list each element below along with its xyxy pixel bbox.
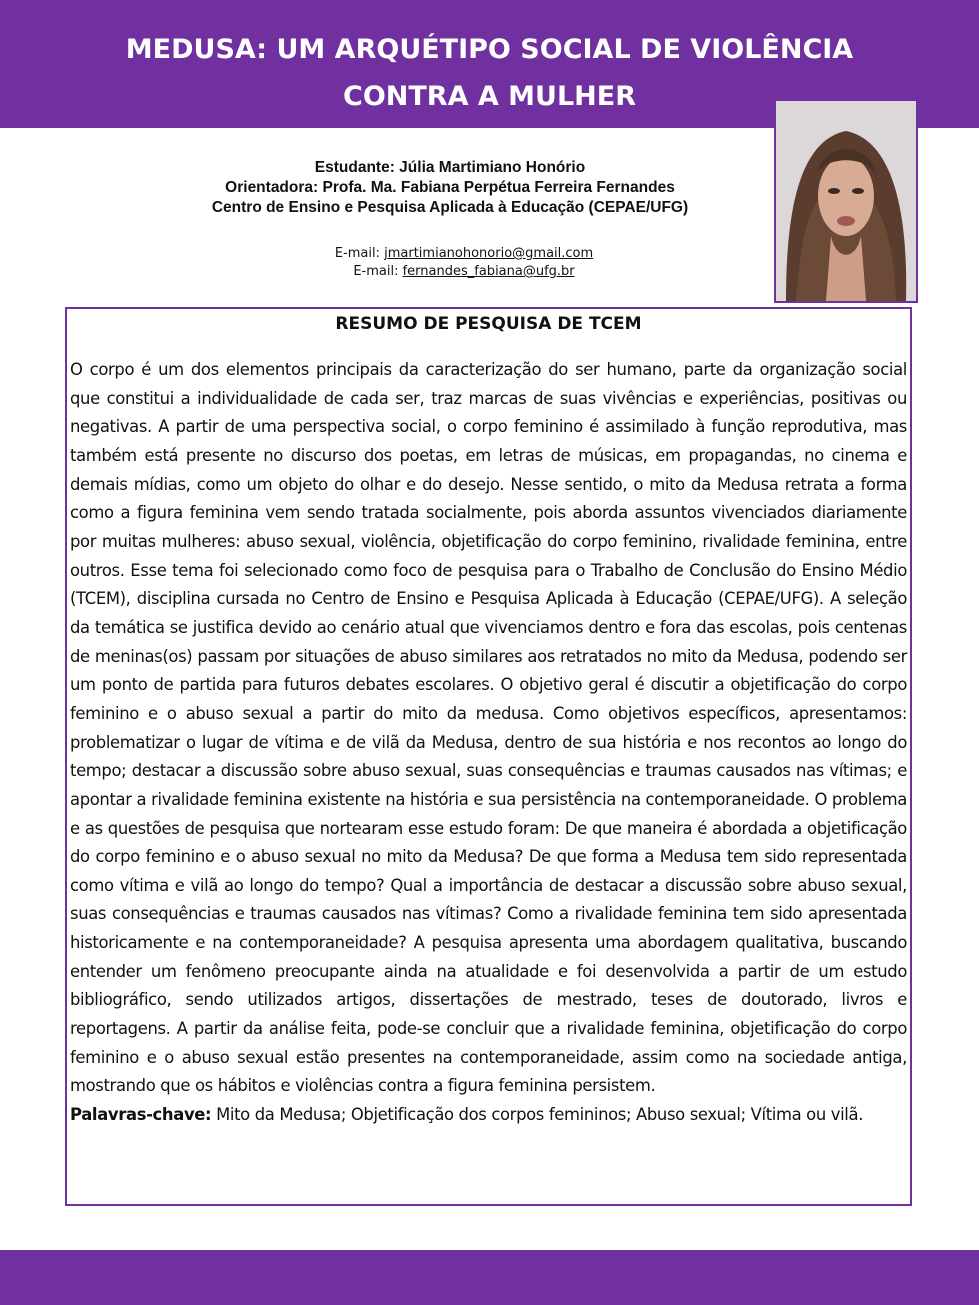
- keywords-line: [70, 1101, 907, 1130]
- email-link-2[interactable]: fernandes_fabiana@ufg.br: [402, 264, 575, 279]
- student-name: Estudante: Júlia Martimiano Honório: [314, 159, 586, 176]
- credits-block: [100, 158, 800, 218]
- email-label-1: E-mail:: [334, 246, 385, 261]
- email-row-2: [100, 263, 828, 281]
- abstract-heading: RESUMO DE PESQUISA DE TCEM: [335, 314, 642, 334]
- title-line-1: MEDUSA: UM ARQUÉTIPO SOCIAL DE VIOLÊNCIA: [125, 34, 854, 65]
- institution-name: Centro de Ensino e Pesquisa Aplicada à Educação (CEPAE/UFG): [211, 199, 689, 216]
- email-label-2: E-mail:: [353, 264, 403, 279]
- footer-band: [0, 1250, 979, 1305]
- email-row-1: [100, 245, 828, 263]
- abstract-box: [65, 307, 912, 1206]
- emails-block: [100, 245, 828, 281]
- abstract-body: O corpo é um dos elementos principais da caracterização do ser humano, parte da organização social que constitui a individualidade de cada ser, traz marcas de suas vivências e experiências, positivas ou negativas. A partir de uma perspectiva social, o corpo feminino é assimilado à função reprodutiva, mas também está presente no discurso dos poetas, em letras de músicas, em propagandas, no cinema e demais mídias, como um objeto do olhar e do desejo. Nesse sentido, o mito da Medusa retrata a forma como a figura feminina vem sendo tratada socialmente, pois aborda assuntos vivenciados diariamente por muitas mulheres: abuso sexual, violência, objetificação do corpo feminino, rivalidade feminina, entre outros. Esse tema foi selecionado como foco de pesquisa para o Trabalho de Conclusão do Ensino Médio (TCEM), disciplina cursada no Centro de Ensino e Pesquisa Aplicada à Educação (CEPAE/UFG). A seleção da temática se justifica devido ao cenário atual que vivenciamos dentro e fora das escolas, pois centenas de meninas(os) passam por situações de abuso similares aos retratados no mito da Medusa, podendo ser um ponto de partida para futuros debates escolares. O objetivo geral é discutir a objetificação do corpo feminino e o abuso sexual a partir do mito da medusa. Como objetivos específicos, apresentamos: problematizar o lugar de vítima e de vilã da Medusa, dentro de sua história e nos recontos ao longo do tempo; destacar a discussão sobre abuso sexual, suas consequências e traumas causados nas vítimas; e apontar a rivalidade feminina existente na história e sua persistência na contemporaneidade. O problema e as questões de pesquisa que nortearam esse estudo foram: De que maneira é abordada a objetificação do corpo feminino e o abuso sexual no mito da Medusa? De que forma a Medusa tem sido representada como vítima e vilã ao longo do tempo? Qual a importância de destacar a discussão sobre abuso sexual, suas consequências e traumas causados nas vítimas? Como a rivalidade feminina tem sido apresentada historicamente e na contemporaneidade? A pesquisa apresenta uma abordagem qualitativa, buscando entender um fenômeno preocupante ainda na atualidade e foi desenvolvida a partir de um estudo bibliográfico, sendo utilizados artigos, dissertações de mestrado, teses de doutorado, livros e reportagens. A partir da análise feita, pode-se concluir que a rivalidade feminina, objetificação do corpo feminino e o abuso sexual estão presentes na contemporaneidade, assim como na sociedade antiga, mostrando que os hábitos e violências contra a figura feminina persistem.: [70, 360, 907, 1096]
- email-link-1[interactable]: jmartimianohonorio@gmail.com: [384, 246, 594, 261]
- title-line-2: CONTRA A MULHER: [343, 81, 636, 112]
- keywords-label: Palavras-chave:: [70, 1105, 212, 1125]
- keywords-text: Mito da Medusa; Objetificação dos corpos femininos; Abuso sexual; Vítima ou vilã.: [211, 1105, 864, 1125]
- advisor-name: Orientadora: Profa. Ma. Fabiana Perpétua Ferreira Fernandes: [225, 179, 675, 196]
